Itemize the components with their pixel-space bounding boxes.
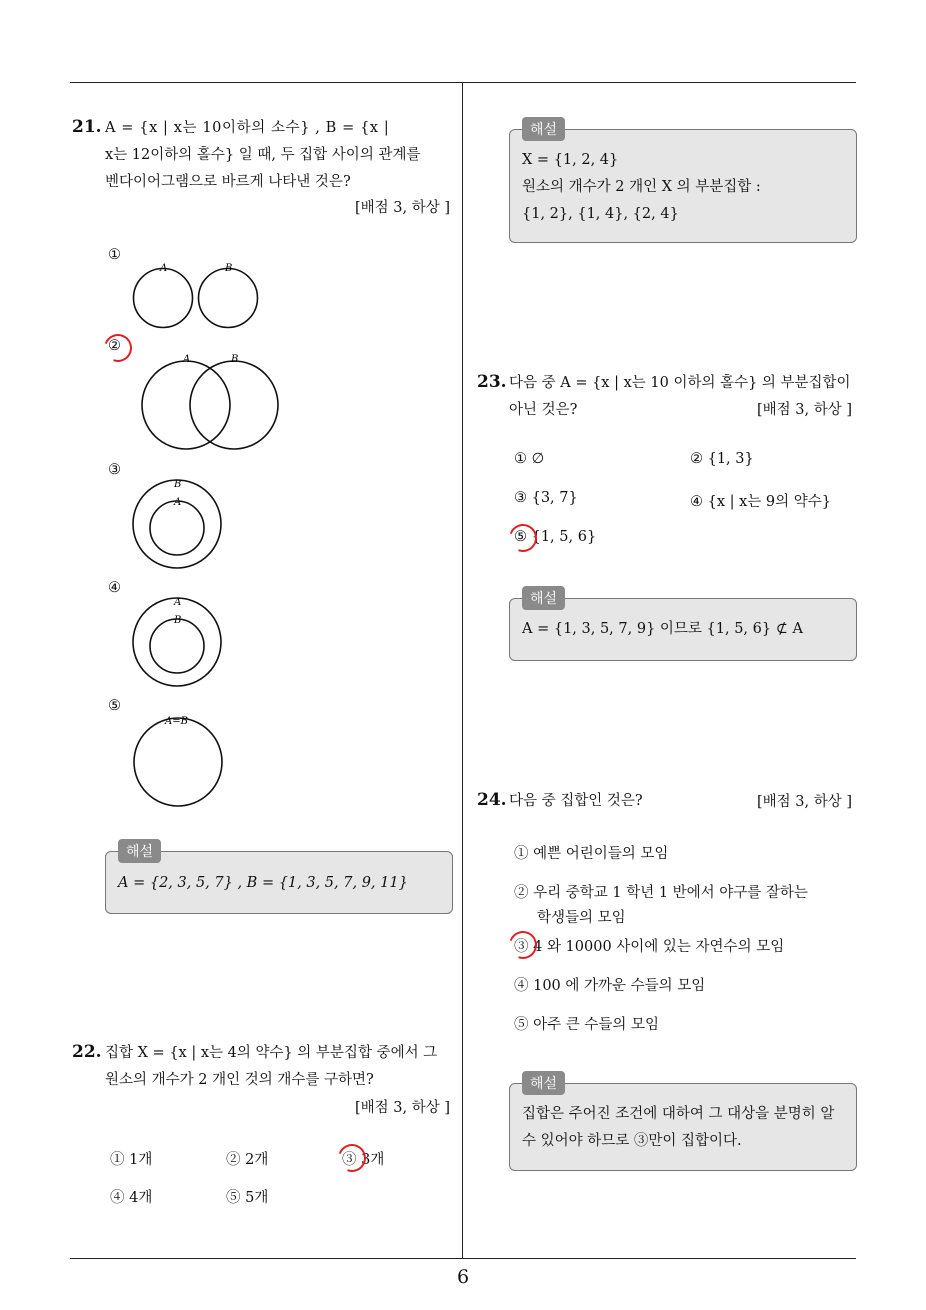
option-1[interactable]: ① 예쁜 어린이들의 모임 [514,846,669,862]
set-label-a: A [174,497,182,508]
question-text [105,115,455,196]
question-text [105,1040,437,1094]
solution-tag: 해설 [522,586,565,610]
score-label: [배점 3, 하상 ] [354,200,450,216]
solution-line: 집합은 주어진 조건에 대하여 그 대상을 분명히 알 [522,1106,835,1122]
option-1[interactable]: ① [108,247,121,263]
question-text: 다음 중 집합인 것은? [509,793,643,809]
solution-text [522,147,761,228]
option-5[interactable]: ⑤ 아주 큰 수들의 모임 [514,1017,659,1033]
solution-box [509,1083,857,1171]
question-line: 벤다이어그램으로 바르게 나타낸 것은? [105,174,351,190]
option-3[interactable]: ③ 3개 [342,1152,385,1168]
option-2[interactable]: ② 2개 [226,1152,269,1168]
solution-tag: 해설 [522,1071,565,1095]
column-divider [462,83,463,1258]
option-5[interactable]: ⑤ 5개 [226,1190,269,1206]
solution-text: A = {1, 3, 5, 7, 9} 이므로 {1, 5, 6} ⊄ A [522,621,803,637]
score-label: [배점 3, 하상 ] [756,402,852,418]
option-4[interactable]: ④ 100 에 가까운 수들의 모임 [514,978,706,994]
set-label-a: A [183,354,191,365]
option-1[interactable]: ① 1개 [110,1152,153,1168]
solution-line: X = {1, 2, 4} [522,152,619,168]
venn-diagram-4 [130,590,230,690]
solution-line: {1, 2}, {1, 4}, {2, 4} [522,206,679,222]
question-line: 아닌 것은? [509,402,578,418]
bottom-rule [70,1258,856,1259]
top-rule [70,82,856,83]
question-number: 22. [72,1042,102,1062]
option-3[interactable]: ③ 4 와 10000 사이에 있는 자연수의 모임 [514,939,785,955]
solution-box [509,129,857,243]
set-label-equal: A=B [165,716,188,727]
option-4[interactable]: ④ {x | x는 9의 약수} [690,494,831,510]
page-number: 6 [456,1266,470,1288]
solution-text [522,1101,834,1155]
score-label: [배점 3, 하상 ] [354,1100,450,1116]
option-2[interactable]: ② [108,338,121,354]
solution-tag: 해설 [118,839,161,863]
set-label-a: A [174,597,182,608]
option-5[interactable]: ⑤ {1, 5, 6} [514,529,597,545]
set-label-b: B [174,479,182,490]
option-3[interactable]: ③ [108,462,121,478]
set-label-a: A [160,263,168,274]
set-label-b: B [225,263,233,274]
question-number: 23. [477,372,507,392]
solution-text: A = {2, 3, 5, 7} , B = {1, 3, 5, 7, 9, 11} [118,875,408,891]
option-1[interactable]: ① ∅ [514,451,545,467]
question-line: 집합 X = {x | x는 4의 약수} 의 부분집합 중에서 그 [105,1045,438,1061]
venn-diagram-5 [130,712,230,812]
set-label-b: B [174,615,182,626]
option-3[interactable]: ③ {3, 7} [514,490,578,506]
solution-line: 수 있어야 하므로 ③만이 집합이다. [522,1133,742,1149]
option-4[interactable]: ④ [108,580,121,596]
set-label-b: B [231,354,239,365]
question-line: x는 12이하의 홀수} 일 때, 두 집합 사이의 관계를 [105,147,421,163]
option-2-continued: 학생들의 모임 [537,910,626,926]
solution-line: 원소의 개수가 2 개인 X 의 부분집합 : [522,179,761,195]
venn-diagram-3 [130,472,230,572]
option-2[interactable]: ② {1, 3} [690,451,754,467]
solution-tag: 해설 [522,117,565,141]
question-number: 24. [477,790,507,810]
venn-diagram-1 [130,258,270,333]
option-4[interactable]: ④ 4개 [110,1190,153,1206]
score-label: [배점 3, 하상 ] [756,794,852,810]
question-line: 원소의 개수가 2 개인 것의 개수를 구하면? [105,1072,374,1088]
question-line: A = {x | x는 10이하의 소수} , B = {x | [105,120,390,136]
question-number: 21. [72,117,102,137]
venn-diagram-2 [138,350,288,455]
option-5[interactable]: ⑤ [108,698,121,714]
question-line: 다음 중 A = {x | x는 10 이하의 홀수} 의 부분집합이 [509,375,851,391]
option-2[interactable]: ② 우리 중학교 1 학년 1 반에서 야구를 잘하는 [514,885,808,901]
